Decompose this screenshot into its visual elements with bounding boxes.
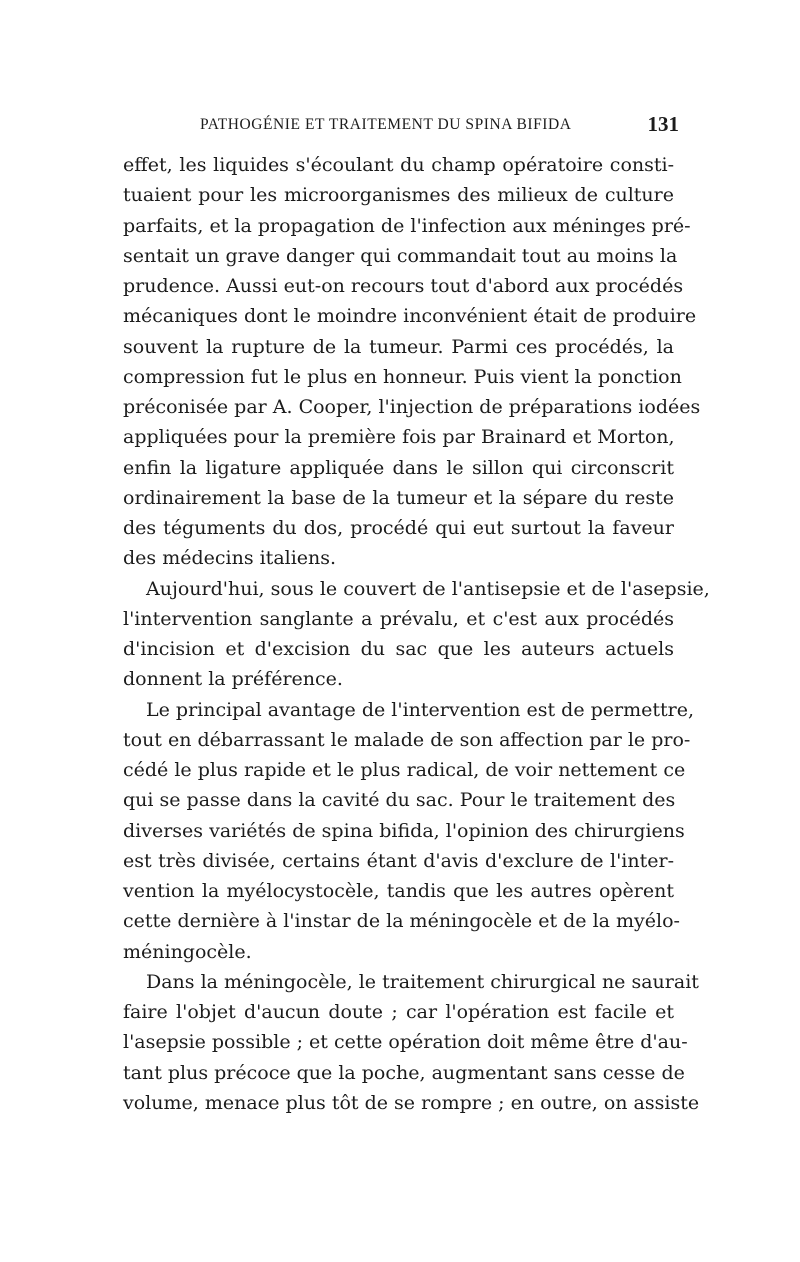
text-line: effet, les liquides s'écoulant du champ opératoire consti- <box>123 154 674 176</box>
paragraph-start-line: Le principal avantage de l'intervention est de permettre, <box>146 698 694 721</box>
text-line: cédé le plus rapide et le plus radical, de voir nettement ce <box>123 759 686 781</box>
text-line: l'asepsie possible ; et cette opération doit même être d'au- <box>123 1031 688 1054</box>
text-line: cette dernière à l'instar de la méningocèle et de la myélo- <box>123 910 680 933</box>
text-line: parfaits, et la propagation de l'infection aux méninges pré- <box>123 214 691 237</box>
text-line: appliquées pour la première fois par Brainard et Morton, <box>123 426 675 449</box>
text-line: souvent la rupture de la tumeur. Parmi ces procédés, la <box>123 335 674 358</box>
text-line: mécaniques dont le moindre inconvénient était de produire <box>123 305 697 328</box>
page-number: 131 <box>647 112 679 136</box>
body-text <box>123 150 710 1118</box>
text-line: compression fut le plus en honneur. Puis vient la ponction <box>123 365 682 388</box>
text-line: qui se passe dans la cavité du sac. Pour le traitement des <box>123 789 676 812</box>
text-line: tant plus précoce que la poche, augmentant sans cesse de <box>123 1061 685 1084</box>
text-line: l'intervention sanglante a prévalu, et c'est aux procédés <box>123 607 674 630</box>
text-line: d'incision et d'excision du sac que les auteurs actuels <box>123 638 674 660</box>
running-title: PATHOGÉNIE ET TRAITEMENT DU SPINA BIFIDA <box>200 116 572 133</box>
paragraph-end-line: méningocèle. <box>123 940 252 963</box>
paragraph-start-line: Dans la méningocèle, le traitement chirurgical ne saurait <box>146 970 699 993</box>
paragraph-start-line: Aujourd'hui, sous le couvert de l'antisepsie et de l'asepsie, <box>146 577 710 600</box>
text-line: enfin la ligature appliquée dans le sillon qui circonscrit <box>123 456 674 479</box>
text-line: des téguments du dos, procédé qui eut surtout la faveur <box>123 517 674 539</box>
text-line: est très divisée, certains étant d'avis d'exclure de l'inter- <box>123 849 674 872</box>
text-line: prudence. Aussi eut-on recours tout d'abord aux procédés <box>123 275 684 297</box>
paragraph-end-line: donnent la préférence. <box>123 668 343 691</box>
text-line: ordinairement la base de la tumeur et la sépare du reste <box>123 486 674 509</box>
text-line: tuaient pour les microorganismes des milieux de culture <box>123 184 674 207</box>
text-line: préconisée par A. Cooper, l'injection de préparations iodées <box>123 396 701 418</box>
text-line: diverses variétés de spina bifida, l'opinion des chirurgiens <box>123 819 685 842</box>
text-line: faire l'objet d'aucun doute ; car l'opération est facile et <box>123 1001 674 1023</box>
text-line: volume, menace plus tôt de se rompre ; en outre, on assiste <box>123 1091 700 1114</box>
text-line: vention la myélocystocèle, tandis que les autres opèrent <box>123 880 674 902</box>
paragraph-end-line: des médecins italiens. <box>123 547 337 570</box>
running-head <box>123 112 683 142</box>
text-line: sentait un grave danger qui commandait tout au moins la <box>123 244 678 267</box>
text-line: tout en débarrassant le malade de son affection par le pro- <box>123 728 691 751</box>
